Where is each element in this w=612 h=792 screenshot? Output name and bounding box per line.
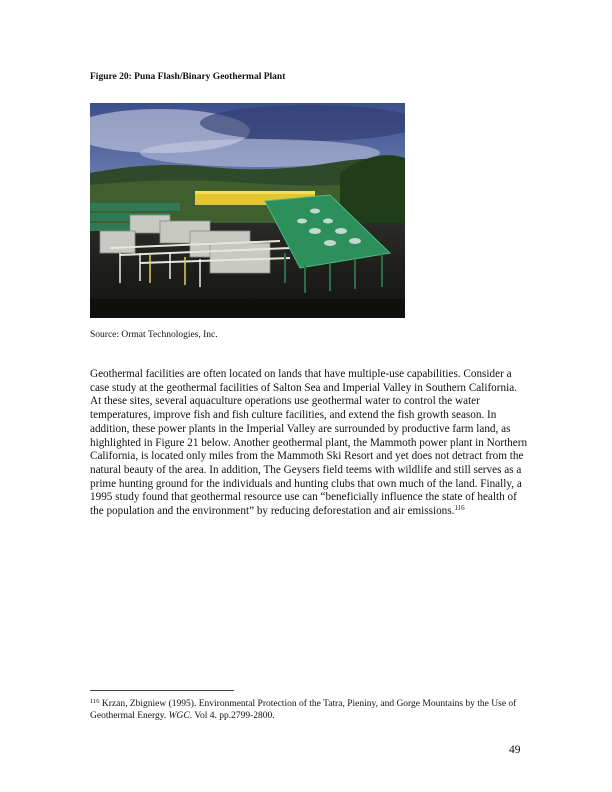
figure-caption: Figure 20: Puna Flash/Binary Geothermal Plant bbox=[90, 72, 286, 82]
footnote-divider bbox=[90, 690, 234, 691]
geothermal-plant-photo bbox=[90, 103, 405, 318]
footnote bbox=[90, 698, 530, 722]
footnote-reference[interactable]: 116 bbox=[454, 504, 465, 513]
footnote-text-after: . Vol 4. pp.2799-2800. bbox=[189, 711, 275, 721]
body-paragraph bbox=[90, 368, 530, 519]
page-number: 49 bbox=[509, 744, 521, 756]
footnote-number: 116 bbox=[90, 698, 100, 705]
figure-source: Source: Ormat Technologies, Inc. bbox=[90, 330, 218, 340]
footnote-text-before: Krzan, Zbigniew (1995). Environmental Protection of the Tatra, Pieniny, and Gorge Mountains by the Use of Geothermal Energy. bbox=[90, 699, 517, 721]
body-paragraph-text: Geothermal facilities are often located on lands that have multiple-use capabilities. Consider a case study at the geothermal facilities of Salton Sea and Imperial Valley in Southern California. At these sites, several aquaculture operations use geothermal water to control the water temperatures, improve fish and fish culture facilities, and extend the fish growth season. In addition, these power plants in the Imperial Valley are surrounded by productive farm land, as highlighted in Figure 21 below. Another geothermal plant, the Mammoth power plant in Northern California, is located only miles from the Mammoth Ski Resort and yet does not detract from the natural beauty of the area. In addition, The Geysers field teems with wildlife and still serves as a prime hunting ground for the individuals and hunting clubs that own much of the land. Finally, a 1995 study found that geothermal resource use can “beneficially influence the state of health of the population and the environment” by reducing deforestation and air emissions. bbox=[90, 368, 528, 518]
footnote-journal: WGC bbox=[168, 711, 190, 721]
